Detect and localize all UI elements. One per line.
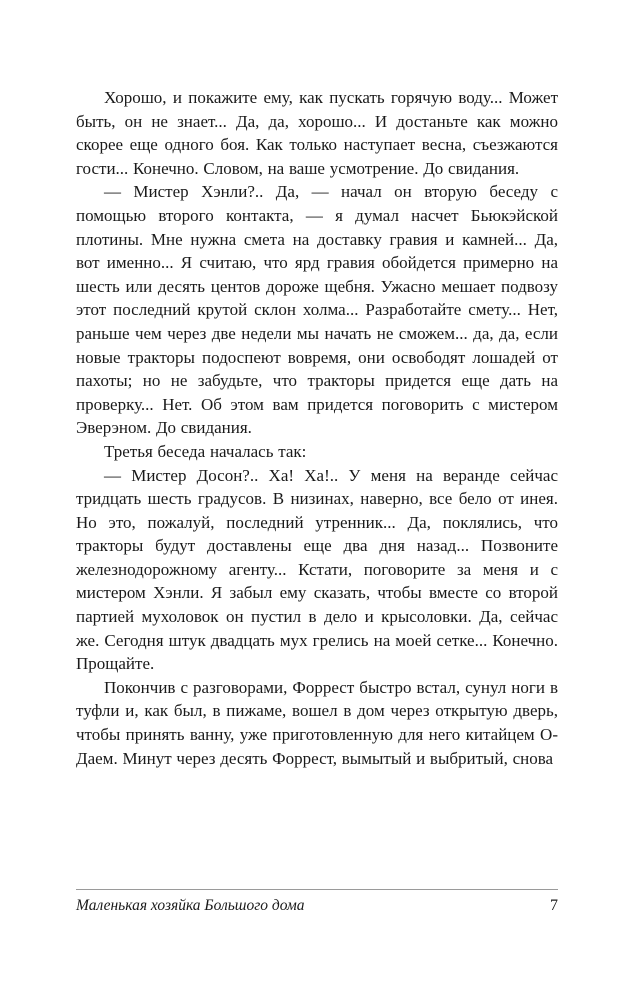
- paragraph: Покончив с разговорами, Форрест быстро встал, сунул ноги в туфли и, как был, в пижаме, вошел в дом через открытую дверь, чтобы принять ванну, уже приготовленную для него китайцем О-Даем. Минут через десять Форрест, вымытый и выбритый, снова: [76, 677, 558, 768]
- page-footer: [76, 889, 558, 915]
- footer-book-title: Маленькая хозяйка Большого дома: [76, 897, 305, 914]
- footer-page-number: 7: [550, 897, 558, 914]
- paragraph: Хорошо, и покажите ему, как пускать горячую воду... Может быть, он не знает... Да, да, хорошо... И достаньте как можно скорее еще одного боя. Как только наступает весна, съезжаются гости... Конечно. Словом, на ваше усмотрение. До свидания.: [76, 88, 558, 178]
- page-text: [76, 86, 558, 770]
- paragraph: — Мистер Досон?.. Ха! Ха!.. У меня на веранде сейчас тридцать шесть градусов. В низинах, наверно, все бело от инея. Но это, пожалуй, последний утренник... Да, поклялись, что тракторы будут доставлены еще два дня назад... Позвоните железнодорожному агенту... Кстати, поговорите за меня и с мистером Хэнли. Я забыл ему сказать, чтобы вместе со второй партией мухоловок он пустил в дело и крысоловки. Да, сейчас же. Сегодня штук двадцать мух грелись на моей сетке... Конечно. Прощайте.: [76, 465, 558, 674]
- paragraph: Третья беседа началась так:: [104, 441, 307, 461]
- paragraph: — Мистер Хэнли?.. Да, — начал он вторую беседу с помощью второго контакта, — я думал насчет Бьюкэйской плотины. Мне нужна смета на доставку гравия и камней... Да, вот именно... Я считаю, что ярд гравия обойдется примерно на шесть или десять центов дороже щебня. Ужасно мешает подвозу этот последний крутой склон холма... Разработайте смету... Нет, раньше чем через две недели мы начать не сможем... да, да, если новые тракторы подоспеют вовремя, они освободят лошадей от пахоты; но не забудьте, что тракторы придется еще дать на проверку... Нет. Об этом вам придется поговорить с мистером Эверэном. До свидания.: [76, 182, 558, 438]
